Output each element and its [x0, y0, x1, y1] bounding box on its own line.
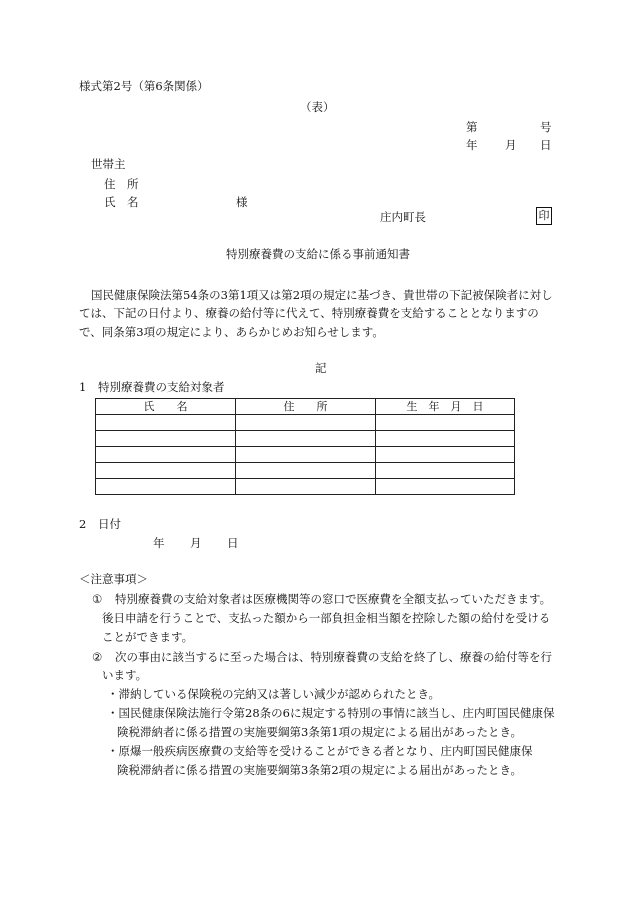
- issue-date-month: 月: [505, 138, 517, 152]
- table-cell: [376, 447, 515, 463]
- table-cell: [236, 447, 376, 463]
- note-2-line-2: います。: [102, 668, 148, 682]
- table-cell: [236, 463, 376, 479]
- document-number-dai: 第: [466, 120, 478, 134]
- note-bullet-3-line-1: ・原爆一般疾病医療費の支給等を受けることができる者となり、庄内町国民健康保: [107, 744, 533, 758]
- table-cell: [96, 479, 236, 495]
- table-header-address: 住 所: [236, 399, 376, 415]
- table-cell: [96, 415, 236, 431]
- table-cell: [376, 431, 515, 447]
- ki-heading: 記: [315, 361, 327, 375]
- table-cell: [376, 463, 515, 479]
- note-2-line-1: 次の事由に該当するに至った場合は、特別療養費の支給を終了し、療養の給付等を行: [115, 650, 552, 664]
- table-cell: [376, 479, 515, 495]
- note-1-line-1: 特別療養費の支給対象者は医療機関等の窓口で医療費を全額支払っていただきます。: [115, 592, 552, 606]
- table-cell: [236, 415, 376, 431]
- addressee-name-label: 氏 名: [104, 195, 139, 209]
- note-bullet-3-line-2: 険税滞納者に係る措置の実施要綱第3条第2項の規定による届出があったとき。: [117, 763, 523, 777]
- table-cell: [96, 431, 236, 447]
- note-1-marker: ①: [92, 592, 103, 606]
- front-label: （表）: [300, 100, 335, 114]
- issue-date-year: 年: [466, 138, 478, 152]
- section2-year: 年: [153, 536, 165, 550]
- note-bullet-2-line-1: ・国民健康保険法施行令第28条の6に規定する特別の事情に該当し、庄内町国民健康保: [107, 706, 555, 720]
- section2-label: 日付: [98, 517, 121, 531]
- section2-day: 日: [227, 536, 239, 550]
- body-line-3: で、同条第3項の規定により、あらかじめお知らせします。: [79, 325, 384, 339]
- notes-title: ＜注意事項＞: [79, 572, 148, 586]
- table-cell: [96, 463, 236, 479]
- table-header-name: 氏 名: [96, 399, 236, 415]
- issuer-title: 庄内町長: [380, 210, 426, 224]
- section2-number: 2: [79, 517, 87, 531]
- table-cell: [236, 479, 376, 495]
- table-header-birthdate: 生 年 月 日: [376, 399, 515, 415]
- addressee-address-label: 住 所: [104, 177, 139, 191]
- table-cell: [376, 415, 515, 431]
- note-1-line-2: 後日申請を行うことで、支払った額から一部負担金相当額を控除した額の給付を受ける: [102, 611, 551, 625]
- note-bullet-1-line-1: ・滞納している保険税の完納又は著しい減少が認められたとき。: [107, 687, 441, 701]
- table-header-row: [96, 399, 515, 415]
- section1-number: 1: [79, 380, 87, 394]
- addressee-head: 世帯主: [91, 157, 126, 171]
- table-cell: [236, 431, 376, 447]
- table-row: [96, 431, 515, 447]
- body-line-2: ては、下記の日付より、療養の給付等に代えて、特別療養費を支給することとなりますの: [79, 306, 539, 320]
- section2-month: 月: [190, 536, 202, 550]
- document-title: 特別療養費の支給に係る事前通知書: [226, 247, 410, 261]
- form-number: 様式第2号（第6条関係）: [79, 79, 209, 93]
- note-2-marker: ②: [92, 650, 103, 664]
- table-row: [96, 447, 515, 463]
- official-seal-box: 印: [536, 207, 552, 225]
- table-row: [96, 479, 515, 495]
- note-1-line-3: ことができます。: [102, 630, 194, 644]
- recipient-table: [95, 398, 515, 495]
- table-row: [96, 463, 515, 479]
- table-row: [96, 415, 515, 431]
- table-cell: [96, 447, 236, 463]
- note-bullet-2-line-2: 険税滞納者に係る措置の実施要綱第3条第1項の規定による届出があったとき。: [117, 725, 523, 739]
- section1-label: 特別療養費の支給対象者: [98, 380, 225, 394]
- document-number-gou: 号: [540, 120, 552, 134]
- body-line-1: 国民健康保険法第54条の3第1項又は第2項の規定に基づき、貴世帯の下記被保険者に対し: [91, 288, 553, 302]
- issue-date-day: 日: [540, 138, 552, 152]
- addressee-honorific: 様: [236, 195, 248, 209]
